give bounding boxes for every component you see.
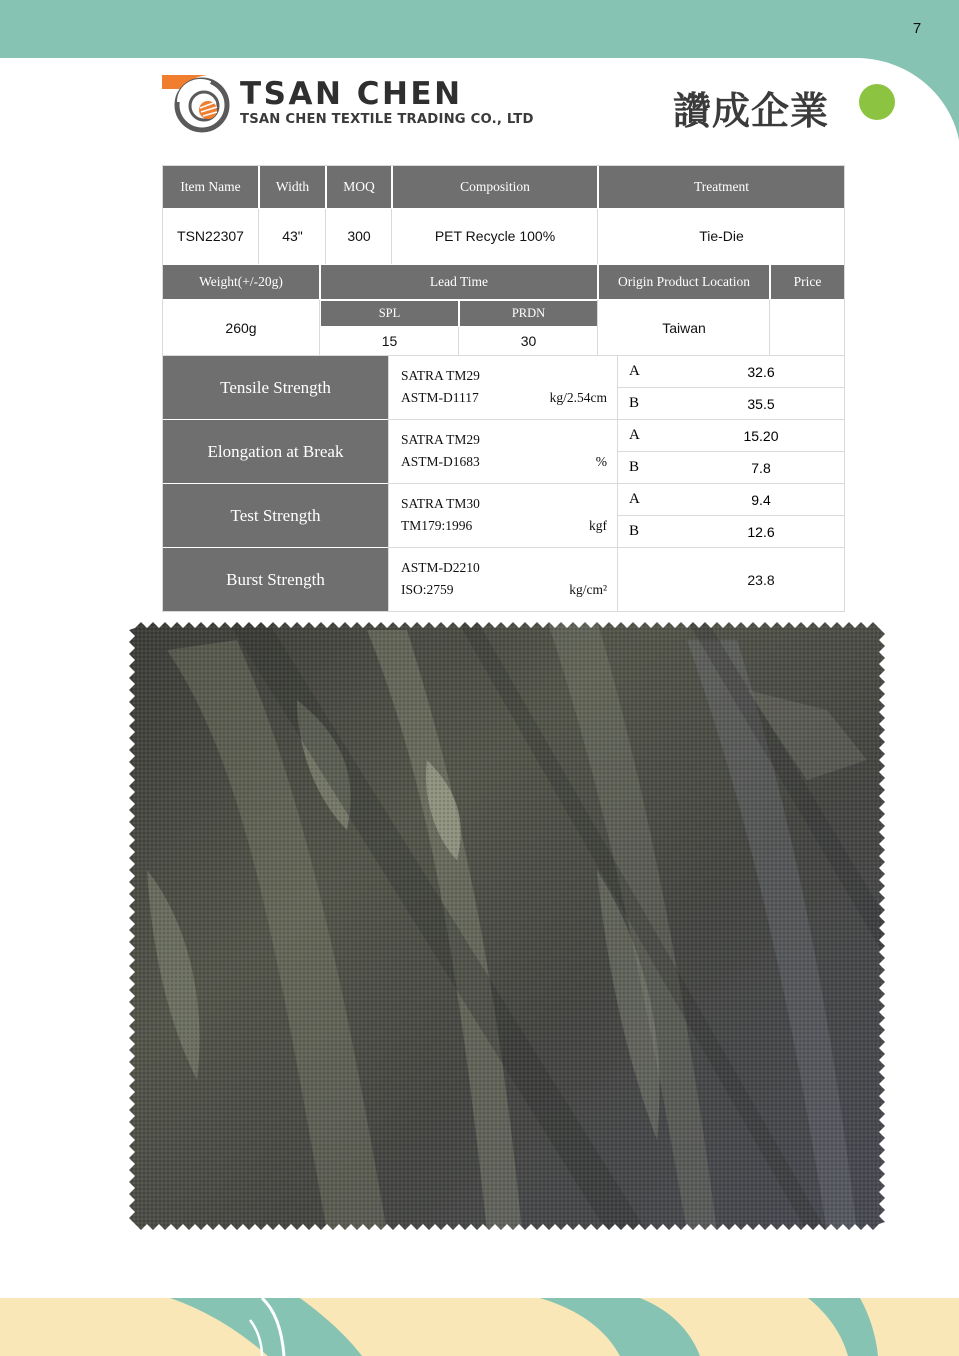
test-a-test-strength (618, 484, 844, 515)
test-unit-tensile: kg/2.54cm (549, 390, 607, 405)
brand-subtitle: TSAN CHEN TEXTILE TRADING CO., LTD (240, 112, 534, 127)
value-prdn: 30 (460, 327, 597, 355)
value-burst: 23.8 (678, 548, 844, 611)
value-width: 43" (260, 209, 325, 263)
test-standard-test-strength (389, 484, 617, 547)
value-treatment: Tie-Die (599, 209, 844, 263)
test-std1-tensile: SATRA TM29 (401, 368, 480, 383)
fabric-swatch-image (127, 620, 887, 1232)
value-moq: 300 (327, 209, 391, 263)
header-spl: SPL (321, 301, 458, 326)
header-lead-time: Lead Time (321, 265, 597, 299)
value-item-name: TSN22307 (163, 209, 258, 263)
header-price: Price (771, 265, 844, 299)
test-std1-burst: ASTM-D2210 (401, 560, 480, 575)
value-b-elongation: 7.8 (751, 459, 771, 476)
header-treatment: Treatment (599, 166, 844, 208)
test-b-test-strength (618, 516, 844, 547)
test-name-test-strength: Test Strength (163, 484, 388, 547)
test-std2-burst: ISO:2759 (401, 582, 454, 597)
value-b-tensile: 35.5 (747, 395, 775, 412)
test-name-tensile: Tensile Strength (163, 356, 388, 419)
value-b-test-strength: 12.6 (747, 523, 775, 540)
header-prdn: PRDN (460, 301, 597, 326)
test-b-elongation (618, 452, 844, 483)
page-number: 7 (912, 20, 922, 37)
brand-chinese-name: 讚成企業 (673, 89, 830, 133)
value-a-elongation: 15.20 (743, 427, 779, 444)
label-b: B (629, 459, 640, 475)
test-standard-tensile (389, 356, 617, 419)
value-price (771, 300, 844, 355)
label-a: A (629, 491, 640, 507)
header-width: Width (260, 166, 325, 208)
test-std1-test-strength: SATRA TM30 (401, 496, 480, 511)
brand-name: TSAN CHEN (240, 76, 463, 112)
value-origin: Taiwan (599, 300, 769, 355)
header-item-name: Item Name (163, 166, 258, 208)
value-a-tensile: 32.6 (747, 363, 775, 380)
test-std2-tensile: ASTM-D1117 (401, 390, 479, 405)
test-name-elongation: Elongation at Break (163, 420, 388, 483)
test-unit-test-strength: kgf (589, 518, 607, 533)
green-dot-icon (859, 84, 895, 120)
test-name-burst: Burst Strength (163, 548, 388, 611)
test-a-elongation (618, 420, 844, 451)
header-composition: Composition (393, 166, 597, 208)
header-moq: MOQ (327, 166, 391, 208)
value-a-test-strength: 9.4 (751, 491, 771, 508)
label-a: A (629, 427, 640, 443)
value-weight: 260g (163, 300, 319, 355)
test-std2-elongation: ASTM-D1683 (401, 454, 480, 469)
label-a: A (629, 363, 640, 379)
test-unit-elongation: % (595, 454, 607, 469)
header-origin: Origin Product Location (599, 265, 769, 299)
test-b-tensile (618, 388, 844, 419)
spec-table (162, 165, 845, 612)
test-standard-elongation (389, 420, 617, 483)
test-std1-elongation: SATRA TM29 (401, 432, 480, 447)
value-spl: 15 (321, 327, 458, 355)
test-standard-burst (389, 548, 617, 611)
label-b: B (629, 395, 640, 411)
label-b: B (629, 523, 640, 539)
test-a-tensile (618, 356, 844, 387)
test-unit-burst: kg/cm² (569, 582, 607, 597)
test-std2-test-strength: TM179:1996 (401, 518, 473, 533)
value-composition: PET Recycle 100% (393, 209, 597, 263)
header-weight: Weight(+/-20g) (163, 265, 319, 299)
company-logo-icon (160, 72, 230, 134)
